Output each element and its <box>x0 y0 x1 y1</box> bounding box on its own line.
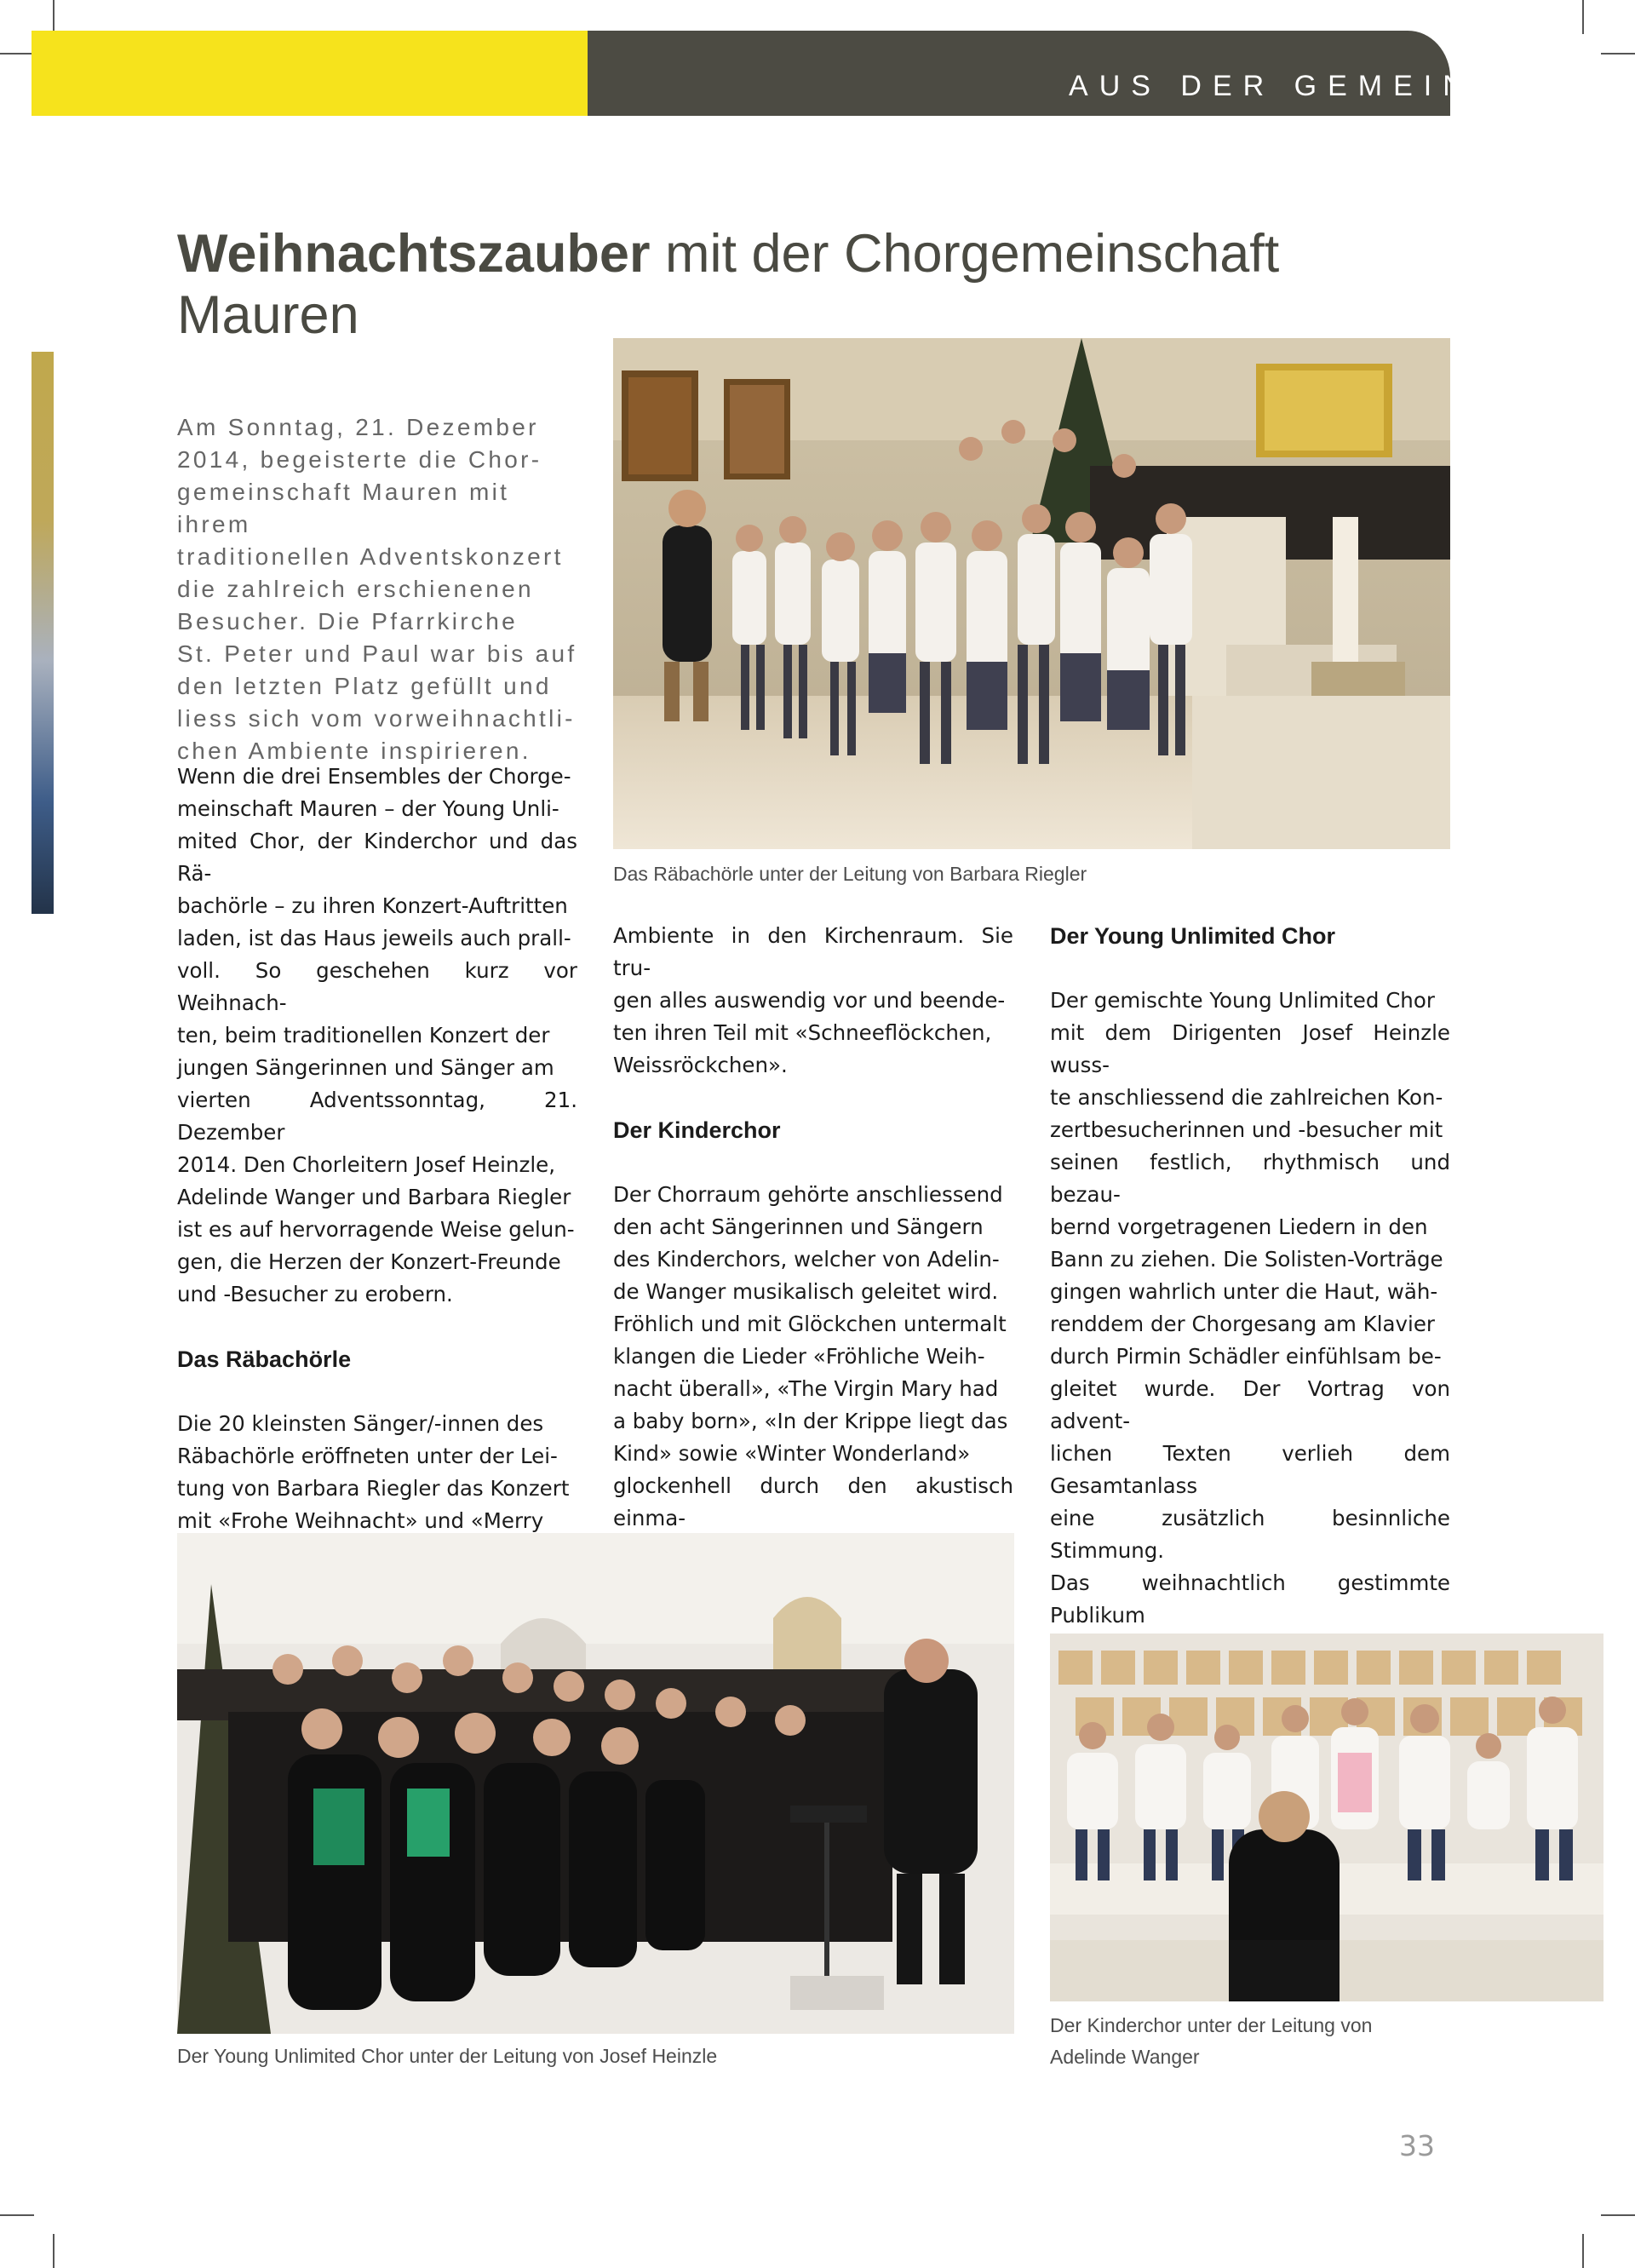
body-line: gen alles auswendig vor und beende- <box>613 988 1006 1013</box>
photo-raebachoerle-image <box>613 338 1450 849</box>
photo-kinderchor <box>1050 1634 1603 2001</box>
photo-kinderchor-image <box>1050 1634 1603 2001</box>
crop-mark <box>53 2234 54 2268</box>
body-line: ist es auf hervorragende Weise gelun- <box>177 1217 575 1242</box>
body-line: 2014. Den Chorleitern Josef Heinzle, <box>177 1152 556 1177</box>
caption-kinderchor-line1: Der Kinderchor unter der Leitung von <box>1050 2014 1373 2036</box>
body-line: ten ihren Teil mit «Schneeflöckchen, <box>613 1020 992 1045</box>
crop-mark <box>1601 2214 1635 2216</box>
crop-mark <box>1582 0 1584 34</box>
body-line: Bann zu ziehen. Die Solisten-Vorträge <box>1050 1247 1443 1272</box>
body-line: Das weihnachtlich gestimmte Publikum <box>1050 1570 1450 1628</box>
body-line: gleitet wurde. Der Vortrag von advent- <box>1050 1376 1450 1433</box>
lead-line: 2014, begeisterte die Chor- <box>177 446 542 473</box>
body-column-1 <box>177 761 577 1634</box>
lead-line: Besucher. Die Pfarrkirche <box>177 608 518 634</box>
body-line: Fröhlich und mit Glöckchen untermalt <box>613 1312 1007 1336</box>
body-line: mit «Frohe Weihnacht» und «Merry <box>177 1508 544 1533</box>
crop-mark <box>0 2214 34 2216</box>
body-line: des Kinderchors, welcher von Adelin- <box>613 1247 1000 1272</box>
caption-raebachoerle: Das Räbachörle unter der Leitung von Barbara Riegler <box>613 863 1087 885</box>
subheading-young-unlimited: Der Young Unlimited Chor <box>1050 923 1336 949</box>
body-line: klangen die Lieder «Fröhliche Weih- <box>613 1344 985 1369</box>
photo-raebachoerle <box>613 338 1450 849</box>
body-line: ten, beim traditionellen Konzert der <box>177 1023 550 1048</box>
title-line2: Mauren <box>177 285 359 345</box>
body-line: Die 20 kleinsten Sänger/-innen des <box>177 1411 544 1436</box>
body-line: mited Chor, der Kinderchor und das Rä- <box>177 829 577 886</box>
header-yellow-band <box>32 31 588 116</box>
body-line: lichen Texten verlieh dem Gesamtanlass <box>1050 1441 1450 1498</box>
photo-young-unlimited-image <box>177 1533 1014 2034</box>
body-line: Wenn die drei Ensembles der Chorge- <box>177 764 571 789</box>
body-column-2 <box>613 920 1013 1567</box>
lead-line: die zahlreich erschienenen <box>177 576 534 602</box>
body-line: zertbesucherinnen und -besucher mit <box>1050 1117 1443 1142</box>
body-line: eine zusätzlich besinnliche Stimmung. <box>1050 1506 1450 1563</box>
body-line: bernd vorgetragenen Liedern in den <box>1050 1214 1428 1239</box>
lead-line: den letzten Platz gefüllt und <box>177 673 552 699</box>
body-line: den acht Sängerinnen und Sängern <box>613 1214 984 1239</box>
page-number: 33 <box>1399 2129 1435 2162</box>
subheading-raebachoerle: Das Räbachörle <box>177 1346 352 1372</box>
body-line: a baby born», «In der Krippe liegt das <box>613 1409 1008 1433</box>
body-line: Der Chorraum gehörte anschliessend <box>613 1182 1003 1207</box>
body-line: meinschaft Mauren – der Young Unli- <box>177 796 559 821</box>
crop-mark <box>1582 2234 1584 2268</box>
body-line: Adelinde Wanger und Barbara Riegler <box>177 1185 571 1209</box>
body-line: gen, die Herzen der Konzert-Freunde <box>177 1249 561 1274</box>
crop-mark <box>53 0 54 34</box>
body-line: seinen festlich, rhythmisch und bezau- <box>1050 1150 1450 1207</box>
body-line: nacht überall», «The Virgin Mary had <box>613 1376 999 1401</box>
body-line: Kind» sowie «Winter Wonderland» <box>613 1441 971 1466</box>
body-line: tung von Barbara Riegler das Konzert <box>177 1476 570 1501</box>
body-line: mit dem Dirigenten Josef Heinzle wuss- <box>1050 1020 1450 1077</box>
body-line: vierten Adventssonntag, 21. Dezember <box>177 1088 577 1145</box>
title-rest: mit der Chorgemeinschaft <box>650 224 1280 284</box>
lead-paragraph <box>177 411 582 767</box>
body-line: bachörle – zu ihren Konzert-Auftritten <box>177 893 568 918</box>
lead-line: chen Ambiente inspirieren. <box>177 738 531 764</box>
caption-kinderchor-line2: Adelinde Wanger <box>1050 2046 1200 2068</box>
body-line: voll. So geschehen kurz vor Weihnach- <box>177 958 577 1015</box>
caption-young-unlimited: Der Young Unlimited Chor unter der Leitung von Josef Heinzle <box>177 2045 718 2067</box>
side-photo-strip <box>32 352 54 914</box>
crop-mark <box>0 53 34 55</box>
body-line: glockenhell durch den akustisch einma- <box>613 1473 1013 1530</box>
body-line: durch Pirmin Schädler einfühlsam be- <box>1050 1344 1442 1369</box>
body-column-3 <box>1050 920 1450 1697</box>
body-line: Räbachörle eröffneten unter der Lei- <box>177 1444 558 1468</box>
body-line: renddem der Chorgesang am Klavier <box>1050 1312 1435 1336</box>
body-line: laden, ist das Haus jeweils auch prall- <box>177 926 571 950</box>
article-title <box>177 223 1369 346</box>
lead-line: gemeinschaft Mauren mit ihrem <box>177 479 510 537</box>
body-line: de Wanger musikalisch geleitet wird. <box>613 1279 999 1304</box>
body-line: te anschliessend die zahlreichen Kon- <box>1050 1085 1443 1110</box>
body-line: Ambiente in den Kirchenraum. Sie tru- <box>613 923 1013 980</box>
body-line: gingen wahrlich unter die Haut, wäh- <box>1050 1279 1438 1304</box>
lead-line: St. Peter und Paul war bis auf <box>177 640 577 667</box>
body-line: Weissröckchen». <box>613 1053 788 1077</box>
lead-line: Am Sonntag, 21. Dezember <box>177 414 539 440</box>
body-line: jungen Sängerinnen und Sänger am <box>177 1055 554 1080</box>
photo-young-unlimited <box>177 1533 1014 2034</box>
body-line: Der gemischte Young Unlimited Chor <box>1050 988 1435 1013</box>
lead-line: liess sich vom vorweihnachtli- <box>177 705 576 732</box>
crop-mark <box>1601 53 1635 55</box>
section-label: AUS DER GEMEINDE <box>1069 70 1537 102</box>
subheading-kinderchor: Der Kinderchor <box>613 1117 781 1143</box>
body-line: und -Besucher zu erobern. <box>177 1282 453 1306</box>
title-bold: Weihnachtszauber <box>177 224 651 284</box>
lead-line: traditionellen Adventskonzert <box>177 543 564 570</box>
